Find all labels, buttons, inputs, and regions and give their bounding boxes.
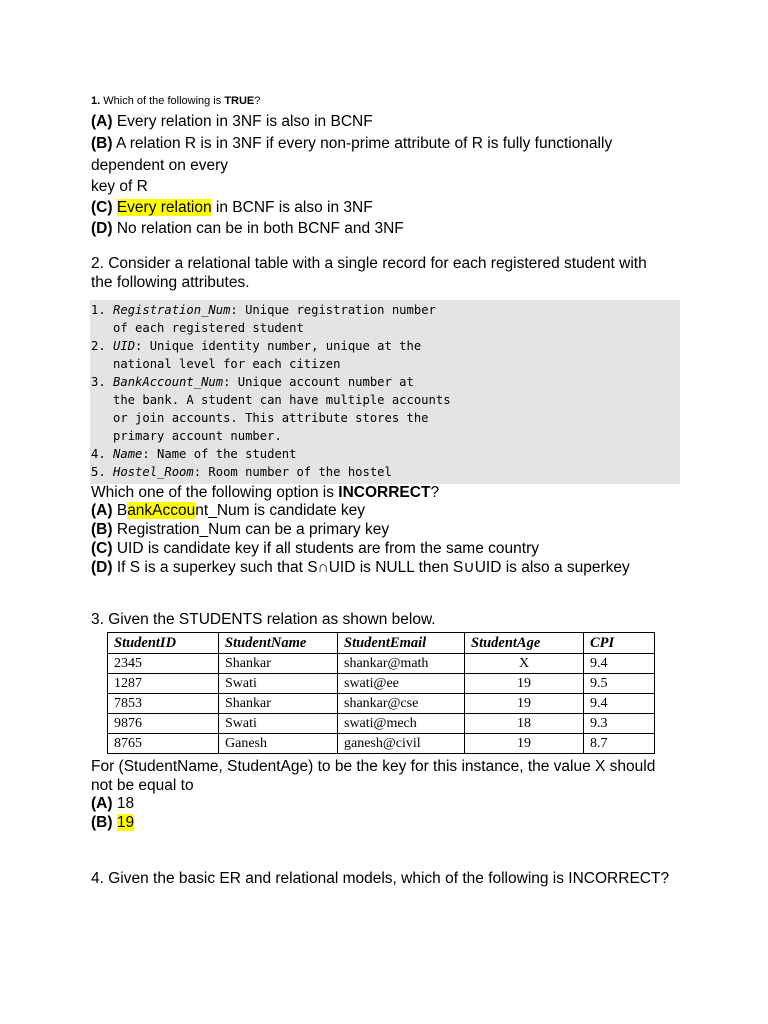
attribute-1-cont: of each registered student — [91, 321, 304, 335]
attribute-1 — [91, 301, 436, 319]
attr-name: Name — [113, 447, 143, 461]
table-cell: swati@mech — [338, 714, 465, 734]
q2-question — [91, 483, 439, 503]
table-cell: Shankar — [219, 654, 338, 674]
table-cell: 18 — [465, 714, 584, 734]
table-cell: 19 — [465, 734, 584, 754]
q4-stem: 4. Given the basic ER and relational models, which of the following is INCORRECT? — [91, 870, 670, 887]
q3-follow-line2: not be equal to — [91, 777, 194, 794]
option-text: No relation can be in both BCNF and 3NF — [116, 220, 404, 237]
option-text: B — [116, 502, 128, 519]
q1-option-b-cont: dependent on every — [91, 157, 229, 174]
table-cell: 1287 — [108, 674, 219, 694]
table-cell: 9.3 — [584, 714, 655, 734]
attr-num: 1. — [91, 303, 114, 317]
column-header: CPI — [584, 633, 655, 654]
question-bold: INCORRECT — [338, 484, 431, 501]
table-cell: 9.4 — [584, 694, 655, 714]
attr-name: BankAccount_Num — [113, 375, 224, 389]
attr-name: Registration_Num — [113, 303, 231, 317]
q1-option-d — [91, 219, 404, 239]
option-text: in BCNF is also in 3NF — [215, 199, 373, 216]
q3-option-b — [91, 813, 134, 833]
option-text: UID is candidate key if all students are from the same country — [116, 540, 539, 557]
table-row — [108, 654, 655, 674]
highlighted-text: 19 — [116, 814, 135, 831]
option-label: (B) — [91, 814, 113, 831]
table-cell: 9.4 — [584, 654, 655, 674]
attr-num: 3. — [91, 375, 114, 389]
table-cell: 2345 — [108, 654, 219, 674]
option-text: Registration_Num can be a primary key — [116, 521, 390, 538]
table-cell: 8.7 — [584, 734, 655, 754]
q1-stem-end: ? — [254, 95, 261, 107]
option-label: (A) — [91, 795, 113, 812]
table-cell: Swati — [219, 714, 338, 734]
option-label: (A) — [91, 113, 113, 130]
option-label: (D) — [91, 220, 113, 237]
option-text: nt_Num is candidate key — [195, 502, 365, 519]
option-text: A relation R is in 3NF if every non-prime attribute of R is fully functionally — [115, 135, 613, 152]
question-end: ? — [430, 484, 440, 501]
column-header: StudentEmail — [338, 633, 465, 654]
attr-name: UID — [113, 339, 136, 353]
attribute-4 — [91, 445, 296, 463]
attr-num: 2. — [91, 339, 114, 353]
table-cell: 19 — [465, 694, 584, 714]
q2-stem-line2: the following attributes. — [91, 274, 250, 291]
attribute-5 — [91, 463, 392, 481]
table-cell: X — [465, 654, 584, 674]
q1-option-c — [91, 198, 373, 218]
attribute-2-cont: national level for each citizen — [91, 357, 341, 371]
option-label: (B) — [91, 135, 113, 152]
q3-stem: 3. Given the STUDENTS relation as shown below. — [91, 611, 436, 628]
q1-option-a — [91, 112, 373, 132]
q2-option-c — [91, 539, 539, 559]
q2-option-a — [91, 501, 365, 521]
option-label: (C) — [91, 540, 113, 557]
option-text: 18 — [116, 795, 135, 812]
table-cell: 8765 — [108, 734, 219, 754]
q1-stem-text: Which of the following is — [103, 95, 222, 107]
question-text: Which one of the following option is — [91, 484, 334, 501]
table-cell: Swati — [219, 674, 338, 694]
attr-num: 4. — [91, 447, 114, 461]
table-row — [108, 714, 655, 734]
attr-desc: : Name of the student — [142, 447, 297, 461]
table-cell: 19 — [465, 674, 584, 694]
table-cell: swati@ee — [338, 674, 465, 694]
option-label: (C) — [91, 199, 113, 216]
column-header: StudentAge — [465, 633, 584, 654]
q1-number: 1. — [91, 95, 101, 107]
attr-desc: : Room number of the hostel — [193, 465, 392, 479]
highlighted-text: Every relation — [116, 199, 212, 216]
table-cell: shankar@cse — [338, 694, 465, 714]
attr-desc: : Unique account number at — [223, 375, 414, 389]
table-cell: 9.5 — [584, 674, 655, 694]
q2-option-d — [91, 558, 630, 578]
attribute-3-cont: the bank. A student can have multiple accounts — [91, 393, 451, 407]
table-cell: ganesh@civil — [338, 734, 465, 754]
students-table — [107, 632, 655, 754]
q1-stem-bold: TRUE — [224, 95, 255, 107]
highlighted-text: ankAccou — [127, 502, 196, 519]
option-label: (B) — [91, 521, 113, 538]
table-row — [108, 674, 655, 694]
attribute-2 — [91, 337, 421, 355]
q1-stem — [91, 94, 260, 108]
table-cell: 9876 — [108, 714, 219, 734]
option-text: If S is a superkey such that S∩UID is NULL then S∪UID is also a superkey — [116, 559, 630, 576]
option-label: (D) — [91, 559, 113, 576]
attribute-3 — [91, 373, 414, 391]
attribute-3-cont3: primary account number. — [91, 429, 282, 443]
table-row — [108, 734, 655, 754]
attribute-3-cont2: or join accounts. This attribute stores the — [91, 411, 429, 425]
column-header: StudentName — [219, 633, 338, 654]
attr-desc: : Unique identity number, unique at the — [135, 339, 422, 353]
attr-desc: : Unique registration number — [230, 303, 436, 317]
table-cell: Ganesh — [219, 734, 338, 754]
q2-option-b — [91, 520, 389, 540]
q1-option-b-cont2: key of R — [91, 178, 148, 195]
attr-name: Hostel_Room — [113, 465, 194, 479]
column-header: StudentID — [108, 633, 219, 654]
table-header-row — [108, 633, 655, 654]
q3-follow-line1: For (StudentName, StudentAge) to be the key for this instance, the value X should — [91, 758, 656, 775]
table-cell: 7853 — [108, 694, 219, 714]
option-text: Every relation in 3NF is also in BCNF — [116, 113, 373, 130]
table-cell: Shankar — [219, 694, 338, 714]
q3-option-a — [91, 794, 134, 814]
option-label: (A) — [91, 502, 113, 519]
q1-option-b — [91, 134, 612, 154]
attr-num: 5. — [91, 465, 114, 479]
table-row — [108, 694, 655, 714]
q2-stem-line1: 2. Consider a relational table with a single record for each registered student with — [91, 255, 647, 272]
table-cell: shankar@math — [338, 654, 465, 674]
